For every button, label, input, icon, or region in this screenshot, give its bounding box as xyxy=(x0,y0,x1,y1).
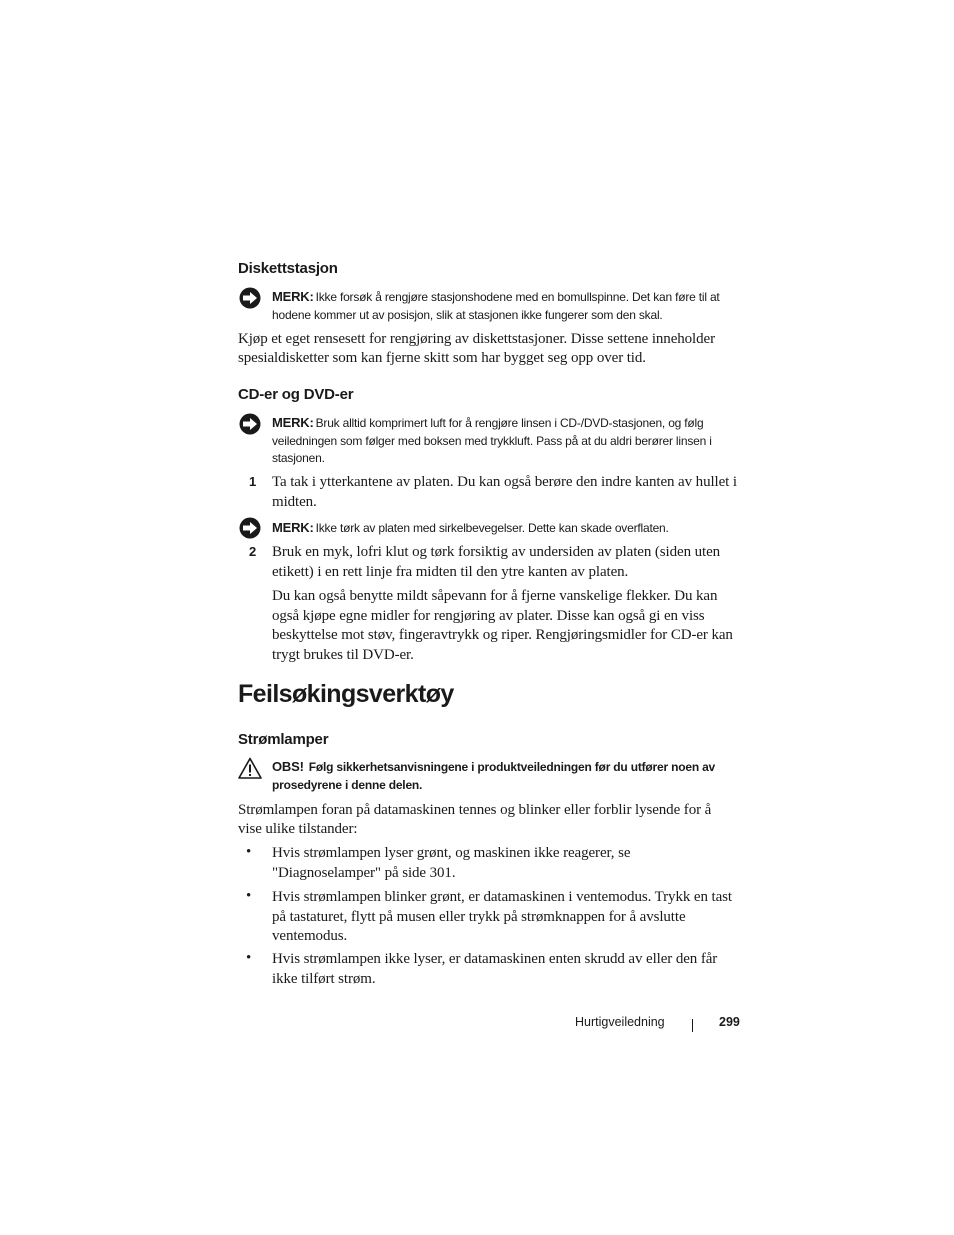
heading-cd-dvd: CD-er og DVD-er xyxy=(238,386,354,403)
footer-guide-title: Hurtigveiledning xyxy=(575,1015,665,1029)
caution-text: Følg sikkerhetsanvisningene i produktveiledningen før du utfører noen av prosedyrene i denne delen. xyxy=(272,760,716,792)
notice-arrow-icon xyxy=(238,413,262,435)
step-number-2: 2 xyxy=(249,544,257,559)
page-number: 299 xyxy=(719,1015,740,1029)
notice-arrow-icon xyxy=(238,517,262,539)
bullet-item: Hvis strømlampen ikke lyser, er datamaskinen enten skrudd av eller den får ikke tilført strøm. xyxy=(272,951,718,987)
heading-diskettstasjon: Diskettstasjon xyxy=(238,260,338,277)
note-label: MERK: xyxy=(272,289,314,304)
footer-separator xyxy=(692,1019,693,1032)
caution-triangle-icon xyxy=(238,757,262,779)
bullet-marker: • xyxy=(246,888,252,904)
heading-stromlamper: Strømlamper xyxy=(238,731,329,748)
note-text: Ikke tørk av platen med sirkelbevegelser. Dette kan skade overflaten. xyxy=(315,521,669,535)
paragraph-stromlamper: Strømlampen foran på datamaskinen tennes og blinker eller forblir lysende for å vise ulike tilstander: xyxy=(238,802,712,837)
step-text-2-extra: Du kan også benytte mildt såpevann for å fjerne vanskelige flekker. Du kan også kjøpe egne midler for rengjøring av plater. Disse kan også gi en viss beskyttelse mot støv, fingeravtrykk og riper. Rengjøringsmidler for CD-er kan trygt brukes til DVD-er. xyxy=(272,588,733,663)
bullet-item: Hvis strømlampen blinker grønt, er datamaskinen i ventemodus. Trykk en tast på tastaturet, flytt på musen eller trykk på strømknappen for å avslutte ventemodus. xyxy=(272,889,732,944)
note-text: Bruk alltid komprimert luft for å rengjøre linsen i CD-/DVD-stasjonen, og følg veiledningen som følger med boksen med trykkluft. Pass på at du aldri berører linsen i stasjonen. xyxy=(272,416,712,465)
caution-label: OBS! xyxy=(272,759,304,774)
bullet-item: Hvis strømlampen lyser grønt, og maskinen ikke reagerer, se "Diagnoselamper" på side 301. xyxy=(272,845,631,881)
note-text: Ikke forsøk å rengjøre stasjonshodene med en bomullspinne. Det kan føre til at hodene kommer ut av posisjon, slik at stasjonen ikke fungerer som den skal. xyxy=(272,290,720,322)
step-number-1: 1 xyxy=(249,474,257,489)
step-text-1: Ta tak i ytterkantene av platen. Du kan også berøre den indre kanten av hullet i midten. xyxy=(272,474,737,510)
bullet-marker: • xyxy=(246,950,252,966)
paragraph-diskett: Kjøp et eget rensesett for rengjøring av diskettstasjoner. Disse settene inneholder spesialdisketter som kan fjerne skitt som har bygget seg opp over tid. xyxy=(238,331,715,366)
step-text-2: Bruk en myk, lofri klut og tørk forsiktig av undersiden av platen (siden uten etikett) i en rett linje fra midten til den ytre kanten av platen. xyxy=(272,544,721,580)
bullet-marker: • xyxy=(246,844,252,860)
chapter-title: Feilsøkingsverktøy xyxy=(238,680,454,708)
notice-arrow-icon xyxy=(238,287,262,309)
note-label: MERK: xyxy=(272,520,314,535)
note-label: MERK: xyxy=(272,415,314,430)
